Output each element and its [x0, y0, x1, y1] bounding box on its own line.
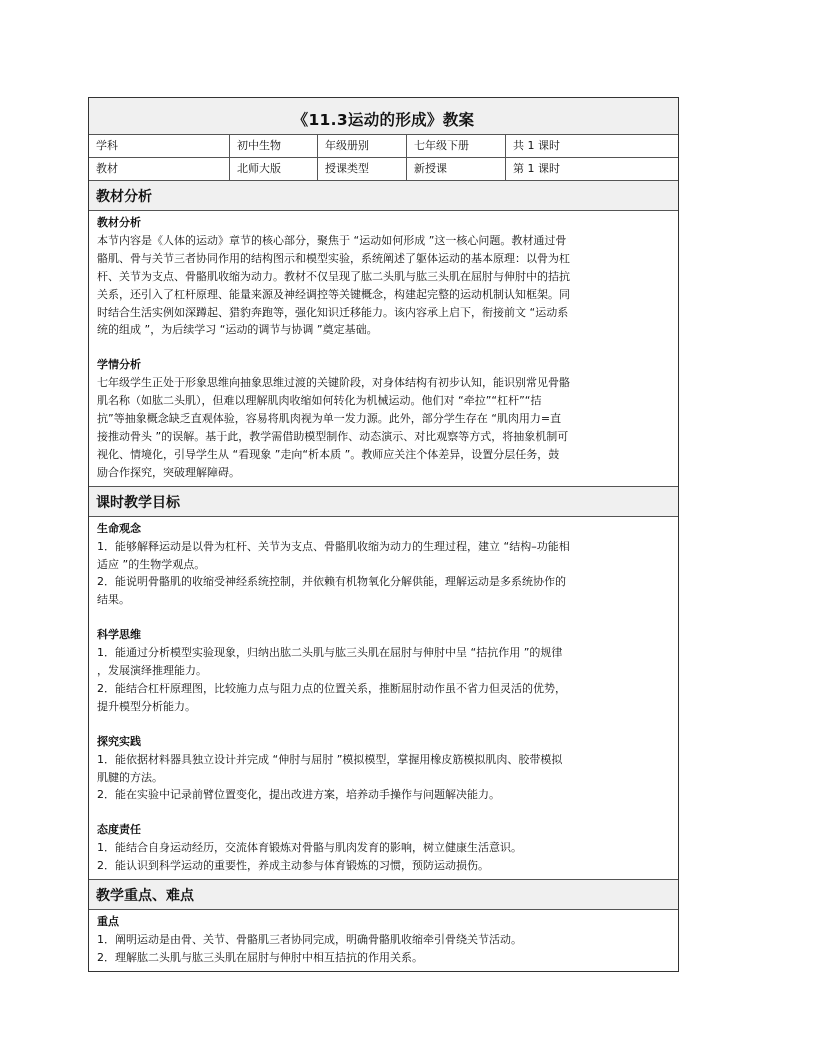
subsection-title: 态度责任 [97, 823, 141, 837]
subsection-title: 科学思维 [97, 628, 141, 642]
paragraph-line: 提升模型分析能力。 [97, 699, 196, 713]
section-heading: 教材分析 [96, 189, 152, 205]
paragraph-line: 1．能结合自身运动经历，交流体育锻炼对骨骼与肌肉发育的影响，树立健康生活意识。 [97, 841, 522, 855]
paragraph-line: ，发展演绎推理能力。 [97, 664, 207, 678]
subsection-title: 探究实践 [97, 734, 141, 748]
info-cell: 年级册别 [318, 135, 407, 157]
paragraph-line: 统的组成 ”，为后续学习 “运动的调节与协调 ”奠定基础。 [97, 323, 378, 337]
section-header-goals [89, 487, 678, 517]
paragraph-line: 励合作探究，突破理解障碍。 [97, 465, 240, 479]
section-content [89, 517, 578, 879]
paragraph-line: 适应 ”的生物学观点。 [97, 557, 206, 571]
paragraph-line: 本节内容是《人体的运动》章节的核心部分，聚焦于 “运动如何形成 ”这一核心问题。教材通过骨 [97, 233, 567, 247]
info-cell: 授课类型 [318, 158, 407, 180]
paragraph-line: 肌腱的方法。 [97, 770, 163, 784]
info-row [89, 158, 678, 181]
section-body-goals [89, 517, 678, 880]
paragraph-line: 抗”等抽象概念缺乏直观体验，容易将肌肉视为单一发力源。此外，部分学生存在 “肌肉用力=直 [97, 412, 562, 426]
info-row [89, 135, 678, 158]
paragraph-line: 1．能通过分析模型实验现象，归纳出肱二头肌与肱三头肌在屈肘与伸肘中呈 “拮抗作用 ”的规律 [97, 646, 563, 660]
paragraph-line: 2．能认识到科学运动的重要性，养成主动参与体育锻炼的习惯，预防运动损伤。 [97, 859, 489, 873]
paragraph-line: 2．理解肱二头肌与肱三头肌在屈肘与伸肘中相互拮抗的作用关系。 [97, 950, 423, 964]
section-heading: 课时教学目标 [96, 494, 180, 511]
paragraph-line: 1．能够解释运动是以骨为杠杆、关节为支点、骨骼肌收缩为动力的生理过程，建立 “结构–功能相 [97, 539, 570, 553]
info-cell: 学科 [89, 135, 230, 157]
info-cell: 教材 [89, 158, 230, 180]
paragraph-line: 杆、关节为支点、骨骼肌收缩为动力。教材不仅呈现了肱二头肌与肱三头肌在屈肘与伸肘中的拮抗 [97, 269, 570, 283]
paragraph-line: 关系，还引入了杠杆原理、能量来源及神经调控等关键概念，构建起完整的运动机制认知框架。同 [97, 287, 570, 301]
info-cell: 北师大版 [230, 158, 318, 180]
paragraph-line: 视化、情境化，引导学生从 “看现象 ”走向“析本质 ”。教师应关注个体差异，设置分层任务，鼓 [97, 447, 560, 461]
subsection-title: 生命观念 [97, 521, 141, 535]
title-row [89, 98, 678, 135]
paragraph-line: 接推动骨头 ”的误解。基于此，教学需借助模型制作、动态演示、对比观察等方式，将抽象机制可 [97, 429, 569, 443]
paragraph-line: 结果。 [97, 593, 130, 607]
paragraph-line: 时结合生活实例如深蹲起、猎豹奔跑等，强化知识迁移能力。该内容承上启下，衔接前文 “运动系 [97, 305, 569, 319]
paragraph-line: 2．能说明骨骼肌的收缩受神经系统控制，并依赖有机物氧化分解供能，理解运动是多系统协作的 [97, 575, 566, 589]
subsection-title: 学情分析 [97, 358, 141, 372]
paragraph-line: 肌名称（如肱二头肌），但难以理解肌肉收缩如何转化为机械运动。他们对 “牵拉”“杠杆”“拮 [97, 394, 542, 408]
info-cell: 七年级下册 [407, 135, 506, 157]
section-body-keypoints [89, 910, 678, 971]
section-body-analysis [89, 211, 678, 487]
paragraph-line: 1．能依据材料器具独立设计并完成 “伸肘与屈肘 ”模拟模型，掌握用橡皮筋模拟肌肉、胶带模拟 [97, 752, 563, 766]
info-cell: 共 1 课时 [513, 139, 560, 152]
paragraph-line: 骼肌、骨与关节三者协同作用的结构图示和模型实验，系统阐述了躯体运动的基本原理：以骨为杠 [97, 251, 570, 265]
info-cell: 新授课 [407, 158, 506, 180]
section-header-keypoints [89, 880, 678, 910]
section-content [89, 910, 530, 971]
section-heading: 教学重点、难点 [96, 888, 194, 905]
paragraph-line: 1．阐明运动是由骨、关节、骨骼肌三者协同完成，明确骨骼肌收缩牵引骨绕关节活动。 [97, 933, 522, 946]
lesson-plan-table [88, 97, 679, 972]
paragraph-line: 七年级学生正处于形象思维向抽象思维过渡的关键阶段，对身体结构有初步认知，能识别常见骨骼 [97, 376, 570, 390]
info-cell: 第 1 课时 [513, 162, 560, 175]
info-cell: 初中生物 [230, 135, 318, 157]
paragraph-line: 2．能结合杠杆原理图，比较施力点与阻力点的位置关系，推断屈肘动作虽不省力但灵活的优势， [97, 681, 566, 695]
section-header-analysis [89, 181, 678, 211]
document-title: 《11.3运动的形成》教案 [292, 111, 475, 129]
subsection-title: 重点 [97, 915, 119, 929]
section-content [89, 211, 578, 486]
paragraph-line: 2．能在实验中记录前臂位置变化，提出改进方案，培养动手操作与问题解决能力。 [97, 788, 500, 802]
subsection-title: 教材分析 [97, 216, 141, 229]
